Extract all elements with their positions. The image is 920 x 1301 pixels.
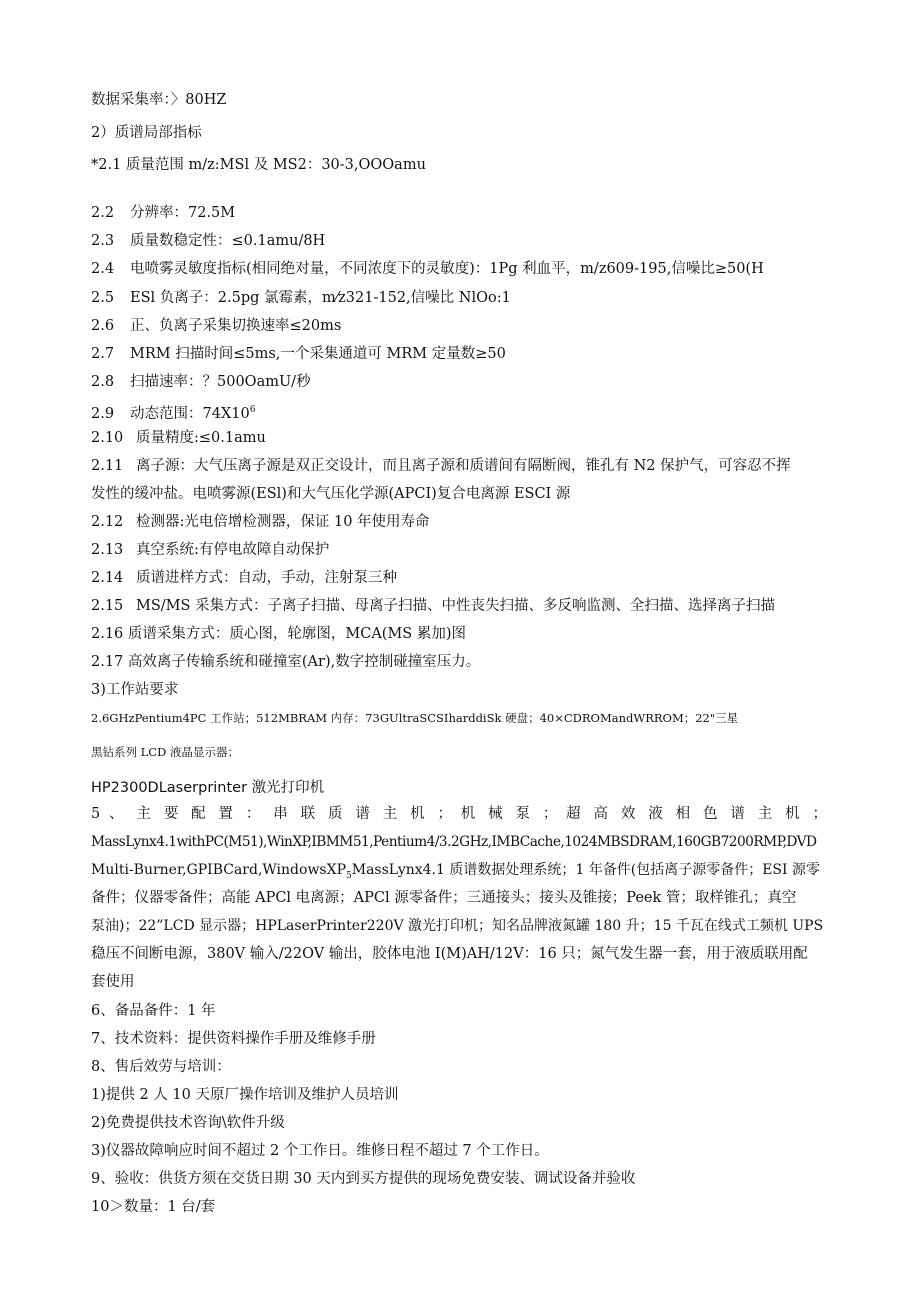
- spec-line: [91, 512, 430, 532]
- response-time-item: 3)仪器故障响应时间不超过 2 个工作日。维修日程不超过 7 个工作日。: [91, 1143, 549, 1159]
- spec-mass-range: *2.1 质量范围 m/z:MSl 及 MS2：30-3,OOOamu: [91, 157, 426, 173]
- config-row: 5 、 主 要 配 置 ： 串 联 质 谱 主 机 ； 机 械 泵 ； 超 高 效 液 相 色 谱 主 机 ；: [91, 806, 827, 822]
- spec-number: 2.4: [91, 261, 115, 277]
- spec-number: 2.7: [91, 346, 115, 362]
- spec-text: ESl 负离子：2.5pg 氯霉素，m⁄z321-152,信噪比 NlOo:1: [130, 290, 511, 306]
- spec-line: [91, 596, 775, 616]
- config-row: MassLynx4.1withPC(M51),WinXP,IBMM51,Pentium4/3.2GHz,IMBCache,1024MBSDRAM,160GB7200RMP,DVD: [91, 834, 817, 850]
- config-row: 泵油)；22”LCD 显示器；HPLaserPrinter220V 激光打印机；知名品牌液氮罐 180 升；15 千瓦在线式工频机 UPS: [91, 918, 824, 934]
- spec-line: [91, 344, 506, 364]
- subscript: 5: [346, 870, 352, 881]
- after-sales-heading: 8、售后效劳与培训：: [91, 1059, 231, 1075]
- config-row-part: Multi-Burner,GPIBCard,WindowsXP: [91, 862, 346, 878]
- spare-parts: 6、备品备件：1 年: [91, 1003, 216, 1019]
- spec-text: MRM 扫描时间≤5ms,一个采集通道可 MRM 定量数≥50: [130, 346, 506, 362]
- spec-text: 扫描速率：？500OamU/秒: [130, 374, 311, 390]
- workstation-spec: 2.6GHzPentium4PC 工作站；512MBRAM 内存：73GUltraSCSIharddiSk 硬盘；40×CDROMandWRROM；22"三星: [91, 711, 739, 725]
- spec-line: [91, 400, 255, 424]
- spec-number: 2.15: [91, 598, 124, 614]
- spec-line: [91, 203, 235, 223]
- spec-line: 2.16 质谱采集方式：质心图，轮廓图，MCA(MS 累加)图: [91, 626, 467, 642]
- technical-documents: 7、技术资料：提供资料操作手册及维修手册: [91, 1031, 376, 1047]
- spec-text: 正、负离子采集切换速率≤20ms: [130, 318, 342, 334]
- acceptance: 9、验收：供货方须在交货日期 30 天内到买方提供的现场免费安装、调试设备并验收: [91, 1171, 636, 1187]
- spec-line-continued: 发性的缓冲盐。电喷雾源(ESl)和大气压化学源(APCI)复合电离源 ESCI 源: [91, 486, 571, 502]
- training-item: 1)提供 2 人 10 天原厂操作培训及维护人员培训: [91, 1087, 399, 1103]
- spec-number: 2.5: [91, 290, 115, 306]
- spec-text: 电喷雾灵敏度指标(相同绝对量，不同浓度下的灵敏度)：1Pg 利血平，m/z609-195,信噪比≥50(H: [130, 261, 764, 277]
- spec-text: 检测器:光电倍增检测器，保证 10 年使用寿命: [136, 514, 430, 530]
- spec-number: 2.3: [91, 233, 115, 249]
- spec-text: 动态范围：74X10: [130, 405, 250, 422]
- config-row: 备件；仪器零备件；高能 APCl 电离源；APCl 源零备件；三通接头；接头及锥接；Peek 管；取样锥孔；真空: [91, 890, 797, 906]
- config-row: [91, 856, 827, 884]
- spec-number: 2.2: [91, 205, 115, 221]
- spec-number: 2.12: [91, 514, 124, 530]
- spec-line: [91, 259, 764, 279]
- spec-number: 2.8: [91, 374, 115, 390]
- config-row-part: MassLynx4.1 质谱数据处理系统；1 年备件(包括离子源零备件；ESI 源零: [351, 862, 820, 878]
- spec-line: [91, 428, 266, 448]
- spec-text: 离子源：大气压离子源是双正交设计，而且离子源和质谱间有隔断阀，锥孔有 N2 保护气，可容忍不挥: [136, 458, 791, 474]
- workstation-printer: HP2300DLaserprinter 激光打印机: [91, 780, 325, 796]
- section-heading-workstation: 3)工作站要求: [91, 682, 179, 698]
- spec-number: 2.10: [91, 430, 124, 446]
- spec-line: [91, 540, 329, 560]
- spec-text: 分辨率：72.5M: [130, 205, 236, 221]
- workstation-display: 黑钻系列 LCD 液晶显示器；: [91, 745, 239, 759]
- spec-number: 2.11: [91, 458, 124, 474]
- spec-text: 质量精度:≤0.1amu: [136, 430, 266, 446]
- spec-line: [91, 456, 791, 476]
- spec-text: 真空系统:有停电故障自动保护: [136, 542, 330, 558]
- spec-line: [91, 372, 311, 392]
- spec-line: 2.17 高效离子传输系统和碰撞室(Ar),数字控制碰撞室压力。: [91, 654, 481, 670]
- spec-text: 质谱进样方式：自动，手动，注射泵三种: [136, 570, 397, 586]
- spec-number: 2.13: [91, 542, 124, 558]
- config-row: 稳压不间断电源，380V 输入/22OV 输出，胶体电池 I(M)AH/12V：16 只；氮气发生器一套，用于液质联用配: [91, 946, 808, 962]
- spec-text: MS/MS 采集方式：子离子扫描、母离子扫描、中性丧失扫描、多反响监测、全扫描、选择离子扫描: [136, 598, 776, 614]
- spec-text: 质量数稳定性：≤0.1amu/8H: [130, 233, 326, 249]
- quantity: 10＞数量：1 台/套: [91, 1199, 216, 1215]
- spec-line: [91, 316, 341, 336]
- support-item: 2)免费提供技术咨询\软件升级: [91, 1115, 285, 1131]
- main-configuration-paragraph: [91, 800, 827, 996]
- spec-line: [91, 288, 511, 308]
- spec-line: [91, 231, 325, 251]
- spec-number: 2.9: [91, 405, 115, 422]
- data-acquisition-rate: 数据采集率：〉80HZ: [91, 92, 227, 108]
- spec-number: 2.6: [91, 318, 115, 334]
- exponent: 6: [249, 405, 256, 415]
- spec-line: [91, 568, 397, 588]
- spec-number: 2.14: [91, 570, 124, 586]
- section-heading-ms-specs: 2）质谱局部指标: [91, 125, 202, 141]
- config-row: 套使用: [91, 974, 135, 990]
